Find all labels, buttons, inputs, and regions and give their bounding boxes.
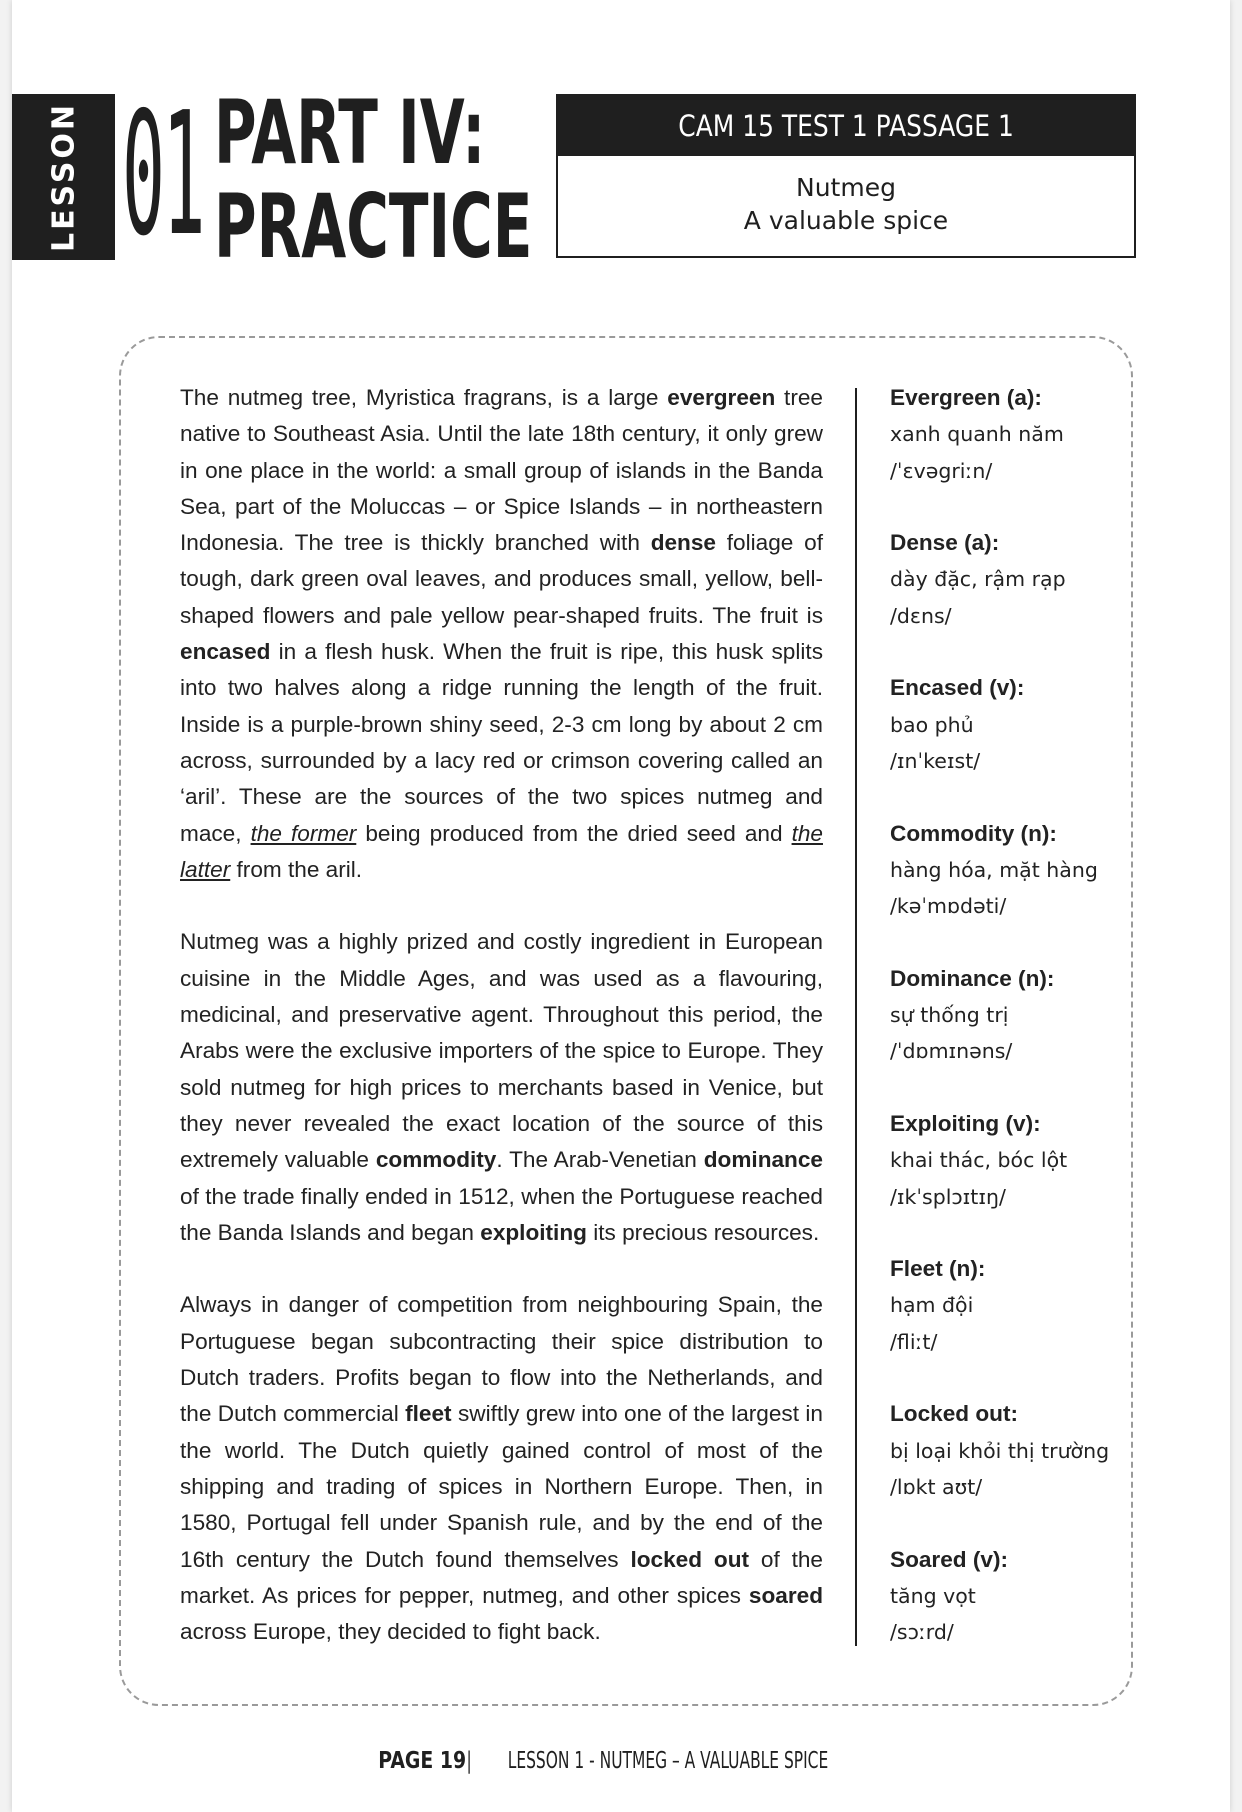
- vocab-ipa: /dɛns/: [890, 603, 952, 628]
- vocab-ipa: /ɪkˈsplɔɪtɪŋ/: [890, 1184, 1006, 1209]
- passage-text: its precious resources.: [586, 1219, 820, 1245]
- highlighted-term: dense: [650, 530, 716, 556]
- highlighted-term: fleet: [405, 1401, 452, 1427]
- part-title-line1: PART IV:: [214, 81, 486, 184]
- page: [12, 0, 1230, 1812]
- passage-text: from the aril.: [230, 856, 363, 882]
- passage-text: tree native to Southeast Asia. Until the late 18th century, it only grew in one place in the world: a small group of islands in the Banda Sea, part of the Moluccas – or Spice Islands – in northeastern Indonesia. The tree is thickly branched with: [180, 385, 823, 556]
- page-footer: [12, 1748, 1230, 1774]
- highlighted-term: evergreen: [667, 385, 776, 410]
- vocab-entry: [890, 380, 1120, 489]
- passage-text: of the market. As prices for pepper, nutmeg, and other spices: [180, 1546, 823, 1608]
- vocab-term: Soared (v):: [890, 1546, 1009, 1572]
- vocab-meaning: sự thống trị: [890, 1003, 1009, 1028]
- vocab-meaning: bao phủ: [890, 712, 974, 737]
- vocab-ipa: /sɔːrd/: [890, 1620, 954, 1645]
- page-number: PAGE 19: [378, 1748, 467, 1774]
- vocab-entry: [890, 961, 1120, 1070]
- vocab-ipa: /ˈɛvəgriːn/: [890, 458, 993, 483]
- vocab-entry: [890, 816, 1120, 925]
- passage-text: across Europe, they decided to fight back.: [180, 1619, 601, 1645]
- passage-text: Nutmeg was a highly prized and costly ingredient in European cuisine in the Middle Ages, and was used as a flavouring, medicinal, and preservative agent. Throughout this period, the Arabs were the exclusive importers of the spice to Europe. They sold nutmeg for high prices to merchants based in Venice, but they never revealed the exact location of the source of this extremely valuable: [180, 929, 823, 1173]
- part-title-line2: PRACTICE: [214, 175, 533, 278]
- passage-text: foliage of tough, dark green oval leaves, and produces small, yellow, bell-shaped flowers and pale yellow pear-shaped fruits. The fruit is: [180, 530, 823, 628]
- vocab-term: Locked out:: [890, 1401, 1019, 1427]
- footer-lesson-info: LESSON 1 - NUTMEG – A VALUABLE SPICE: [507, 1748, 829, 1774]
- lesson-label: LESSON: [46, 101, 81, 253]
- highlighted-term: encased: [180, 639, 271, 665]
- passage-source-bar: [558, 96, 1134, 156]
- vocab-meaning: tăng vọt: [890, 1583, 976, 1608]
- vocab-meaning: hạm đội: [890, 1293, 974, 1318]
- passage-text: swiftly grew into one of the largest in the world. The Dutch quietly gained control of most of the shipping and trading of spices in Northern Europe. Then, in 1580, Portugal fell under Spanish rule, and by the end of the 16th century the Dutch found themselves: [180, 1401, 823, 1572]
- footer-separator: |: [466, 1748, 473, 1774]
- vocab-entry: [890, 525, 1120, 634]
- lesson-tab: [12, 94, 115, 260]
- highlighted-term: locked out: [630, 1546, 750, 1572]
- vocab-entry: [890, 1542, 1120, 1651]
- highlighted-term: exploiting: [480, 1219, 587, 1245]
- part-title: [214, 81, 533, 278]
- passage-text: in a flesh husk. When the fruit is ripe, this husk splits into two halves along a ridge running the length of the fruit. Inside is a purple-brown shiny seed, 2-3 cm long by about 2 cm across, surrounded by a lacy red or crimson covering called an ‘aril’. These are the sources of the two spices nutmeg and mace,: [180, 639, 823, 846]
- vocab-term: Dominance (n):: [890, 965, 1055, 991]
- passage-text: . The Arab-Venetian: [496, 1147, 704, 1173]
- underlined-phrase: the former: [250, 820, 357, 846]
- passage-subtitle: A valuable spice: [743, 206, 949, 235]
- vocab-entry: [890, 1106, 1120, 1215]
- vocab-term: Exploiting (v):: [890, 1110, 1041, 1136]
- passage-text: of the trade finally ended in 1512, when the Portuguese reached the Banda Islands and began: [180, 1183, 823, 1245]
- highlighted-term: dominance: [703, 1147, 823, 1173]
- highlighted-term: soared: [748, 1582, 823, 1608]
- vocab-term: Dense (a):: [890, 530, 1000, 556]
- passage-body: [180, 380, 823, 1650]
- vocab-ipa: /lɒkt aʊt/: [890, 1474, 983, 1499]
- vocab-meaning: khai thác, bóc lột: [890, 1148, 1068, 1173]
- vocab-ipa: /ɪnˈkeɪst/: [890, 748, 981, 773]
- passage-text: The nutmeg tree, Myristica fragrans, is a large: [180, 385, 668, 410]
- vocab-entry: [890, 1251, 1120, 1360]
- vocab-meaning: dày đặc, rậm rạp: [890, 567, 1066, 592]
- vocab-meaning: bị loại khỏi thị trường: [890, 1438, 1110, 1463]
- highlighted-term: commodity: [375, 1147, 497, 1173]
- lesson-number: 01: [122, 76, 203, 274]
- vocab-meaning: xanh quanh năm: [890, 422, 1064, 447]
- vocabulary-list: [890, 380, 1120, 1687]
- passage-paragraph: [180, 1287, 823, 1650]
- vocab-entry: [890, 670, 1120, 779]
- vocab-term: Fleet (n):: [890, 1256, 986, 1282]
- vocab-term: Encased (v):: [890, 675, 1025, 701]
- passage-source: CAM 15 TEST 1 PASSAGE 1: [678, 109, 1014, 143]
- passage-text: Always in danger of competition from neighbouring Spain, the Portuguese began subcontracting their spice distribution to Dutch traders. Profits began to flow into the Netherlands, and the Dutch commercial: [180, 1292, 823, 1427]
- vocab-ipa: /kəˈmɒdəti/: [890, 894, 1007, 919]
- passage-title: Nutmeg: [796, 173, 896, 202]
- passage-paragraph: [180, 380, 823, 888]
- passage-text: being produced from the dried seed and: [356, 820, 792, 846]
- vocab-meaning: hàng hóa, mặt hàng: [890, 857, 1098, 882]
- passage-info-box: [556, 94, 1136, 258]
- passage-heading: [558, 156, 1134, 237]
- column-divider: [855, 388, 857, 1646]
- vocab-term: Commodity (n):: [890, 820, 1057, 846]
- passage-paragraph: [180, 924, 823, 1251]
- vocab-ipa: /fliːt/: [890, 1329, 938, 1354]
- vocab-term: Evergreen (a):: [890, 385, 1042, 410]
- underlined-phrase: the latter: [180, 820, 823, 882]
- vocab-entry: [890, 1396, 1120, 1505]
- vocab-ipa: /ˈdɒmɪnəns/: [890, 1039, 1013, 1064]
